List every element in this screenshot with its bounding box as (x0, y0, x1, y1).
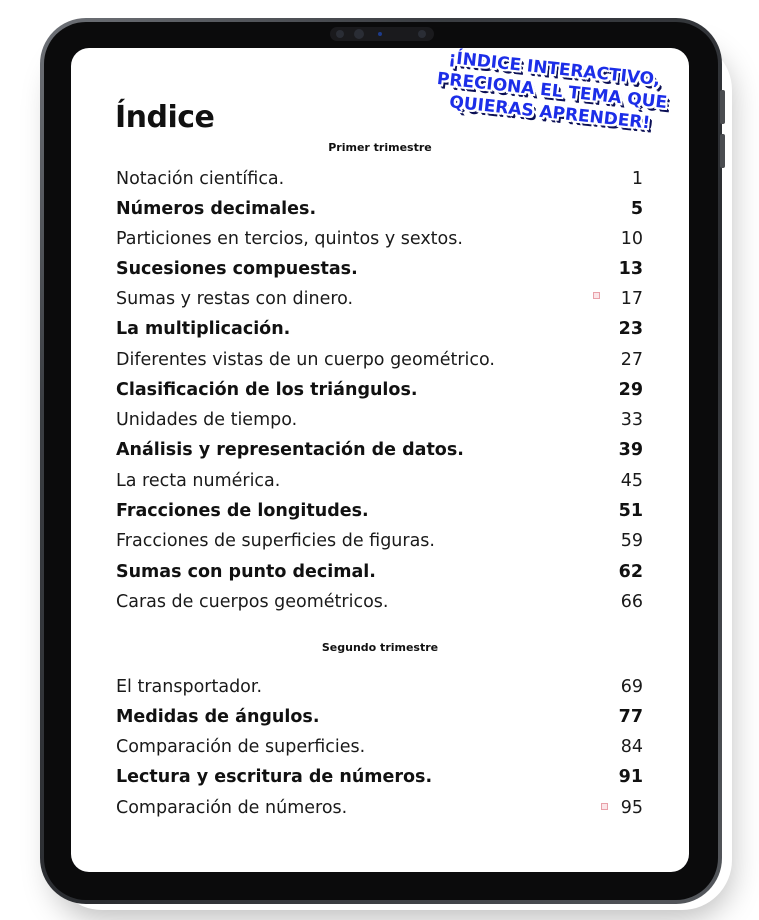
toc-item-fracciones-longitudes[interactable] (116, 496, 643, 526)
toc-item-unidades-tiempo[interactable] (116, 405, 643, 435)
toc-item-label: La recta numérica. (116, 471, 281, 491)
toc-item-label: Sumas con punto decimal. (116, 562, 376, 582)
interactive-index-banner: ¡ÍNDICE INTERACTIVO, PRECIONA EL TEMA QUE QUIERAS APRENDER! (436, 48, 668, 134)
toc-item-page: 95 (620, 798, 643, 818)
toc-item-label: Números decimales. (116, 199, 317, 219)
toc-item-page: 59 (620, 531, 643, 551)
toc-item-label: Notación científica. (116, 169, 285, 189)
volume-up-button (720, 90, 725, 124)
toc-item-numeros-decimales[interactable] (116, 194, 643, 224)
volume-down-button (720, 134, 725, 168)
toc-item-page: 33 (620, 410, 643, 430)
toc-item-sumas-restas-dinero[interactable] (116, 284, 643, 314)
page-title: Índice (115, 100, 215, 135)
toc-item-comparacion-superficies[interactable] (116, 732, 643, 762)
toc-item-recta-numerica[interactable] (116, 466, 643, 496)
toc-item-page: 91 (618, 767, 643, 787)
toc-item-la-multiplicacion[interactable] (116, 314, 643, 344)
toc-item-label: El transportador. (116, 677, 263, 697)
toc-item-comparacion-numeros[interactable] (116, 793, 643, 823)
toc-item-vistas-cuerpo-geometrico[interactable] (116, 345, 643, 375)
toc-item-label: Lectura y escritura de números. (116, 767, 433, 787)
toc-item-page: 39 (618, 440, 643, 460)
camera-icon (336, 30, 344, 38)
toc-item-label: Sucesiones compuestas. (116, 259, 358, 279)
camera-bar (330, 27, 434, 41)
toc-item-page: 69 (620, 677, 643, 697)
toc-item-page: 17 (620, 289, 643, 309)
link-marker-icon (593, 292, 600, 299)
sensor-icon (418, 30, 426, 38)
toc-item-label: Fracciones de superficies de figuras. (116, 531, 435, 551)
toc-item-page: 62 (618, 562, 643, 582)
toc-item-label: Fracciones de longitudes. (116, 501, 369, 521)
toc-item-page: 1 (631, 169, 643, 189)
toc-item-label: La multiplicación. (116, 319, 291, 339)
toc-item-page: 13 (618, 259, 643, 279)
section-label-primer-trimestre: Primer trimestre (328, 141, 432, 154)
toc-item-page: 27 (620, 350, 643, 370)
toc-item-page: 23 (618, 319, 643, 339)
section-label-segundo-trimestre: Segundo trimestre (321, 641, 439, 654)
toc-item-page: 84 (620, 737, 643, 757)
toc-item-page: 5 (630, 199, 643, 219)
toc-item-sumas-punto-decimal[interactable] (116, 557, 643, 587)
toc-item-transportador[interactable] (116, 672, 643, 702)
toc-item-page: 10 (620, 229, 643, 249)
toc-item-fracciones-superficies[interactable] (116, 526, 643, 556)
toc-item-label: Sumas y restas con dinero. (116, 289, 354, 309)
toc-item-page: 45 (620, 471, 643, 491)
camera-lens-icon (354, 29, 364, 39)
toc-item-page: 66 (620, 592, 643, 612)
toc-item-caras-cuerpos[interactable] (116, 587, 643, 617)
toc-item-clasificacion-triangulos[interactable] (116, 375, 643, 405)
toc-item-analisis-datos[interactable] (116, 435, 643, 465)
toc-item-label: Clasificación de los triángulos. (116, 380, 418, 400)
toc-item-label: Caras de cuerpos geométricos. (116, 592, 389, 612)
toc-item-sucesiones-compuestas[interactable] (116, 254, 643, 284)
toc-item-lectura-escritura[interactable] (116, 762, 643, 792)
indicator-light-icon (378, 32, 382, 36)
toc-item-particiones[interactable] (116, 224, 643, 254)
toc-item-label: Unidades de tiempo. (116, 410, 298, 430)
toc-item-label: Particiones en tercios, quintos y sextos. (116, 229, 463, 249)
toc-item-page: 77 (618, 707, 643, 727)
toc-item-label: Comparación de números. (116, 798, 348, 818)
toc-item-page: 29 (618, 380, 643, 400)
toc-item-label: Comparación de superficies. (116, 737, 366, 757)
toc-item-label: Diferentes vistas de un cuerpo geométrico. (116, 350, 495, 370)
toc-item-label: Medidas de ángulos. (116, 707, 320, 727)
toc-item-medidas-angulos[interactable] (116, 702, 643, 732)
tablet-screen (71, 48, 689, 872)
toc-item-notacion-cientifica[interactable] (116, 164, 643, 194)
link-marker-icon (601, 803, 608, 810)
toc-item-label: Análisis y representación de datos. (116, 440, 464, 460)
toc-item-page: 51 (618, 501, 643, 521)
